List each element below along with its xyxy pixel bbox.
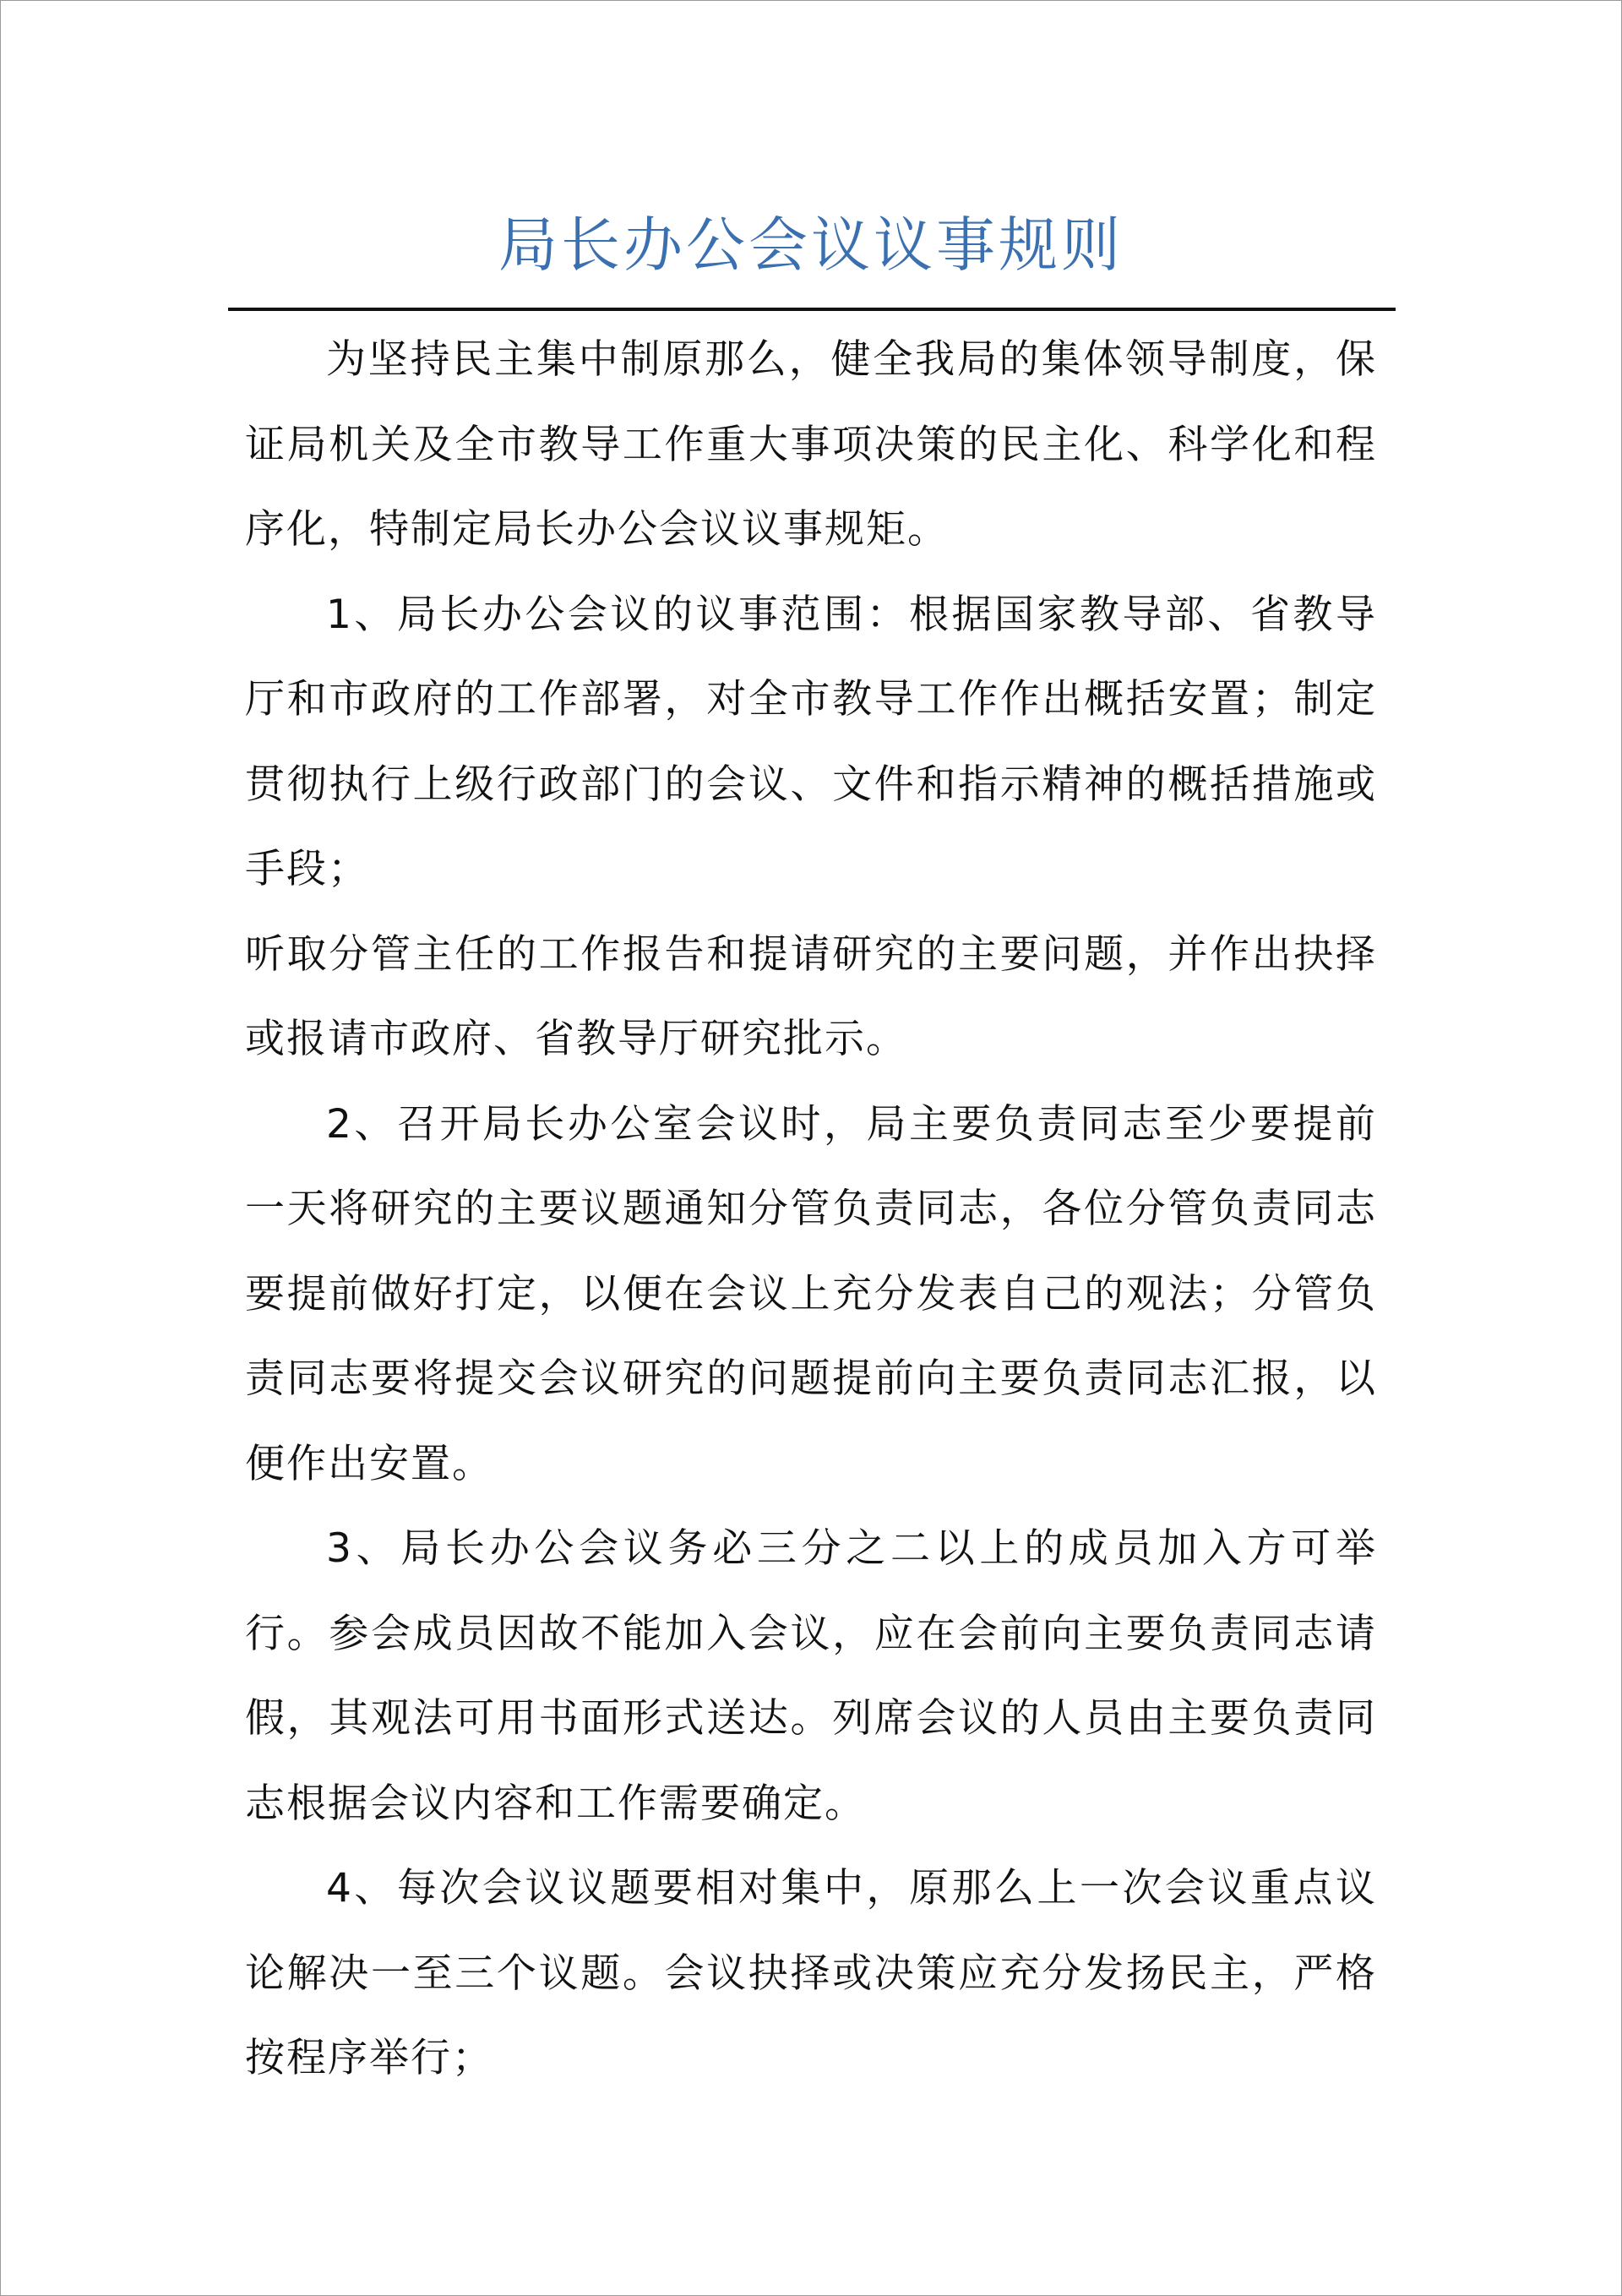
paragraph-rule-1: 1、局长办公会议的议事范围：根据国家教导部、省教导厅和市政府的工作部署，对全市教导工作作出概括安置；制定贯彻执行上级行政部门的会议、文件和指示精神的概括措施或手段； <box>245 591 1377 892</box>
title-underline <box>228 308 1396 311</box>
paragraph-rule-1-continued: 听取分管主任的工作报告和提请研究的主要问题，并作出抉择或报请市政府、省教导厅研究批示。 <box>245 930 1377 1062</box>
paragraph-rule-4: 4、每次会议议题要相对集中，原那么上一次会议重点议论解决一至三个议题。会议抉择或决策应充分发扬民主，严格按程序举行； <box>245 1865 1377 2081</box>
document-body <box>245 318 1377 2102</box>
paragraph-rule-3: 3、局长办公会议务必三分之二以上的成员加入方可举行。参会成员因故不能加入会议，应在会前向主要负责同志请假，其观法可用书面形式送达。列席会议的人员由主要负责同志根据会议内容和工作需要确定。 <box>245 1525 1377 1827</box>
paragraph-rule-2: 2、召开局长办公室会议时，局主要负责同志至少要提前一天将研究的主要议题通知分管负责同志，各位分管负责同志要提前做好打定，以便在会议上充分发表自己的观法；分管负责同志要将提交会议研究的问题提前向主要负责同志汇报，以便作出安置。 <box>245 1100 1377 1487</box>
paragraph-intro: 为坚持民主集中制原那么，健全我局的集体领导制度，保证局机关及全市教导工作重大事项决策的民主化、科学化和程序化，特制定局长办公会议议事规矩。 <box>245 336 1377 553</box>
document-page <box>245 194 1377 2081</box>
document-title: 局长办公会议议事规则 <box>498 210 1124 280</box>
